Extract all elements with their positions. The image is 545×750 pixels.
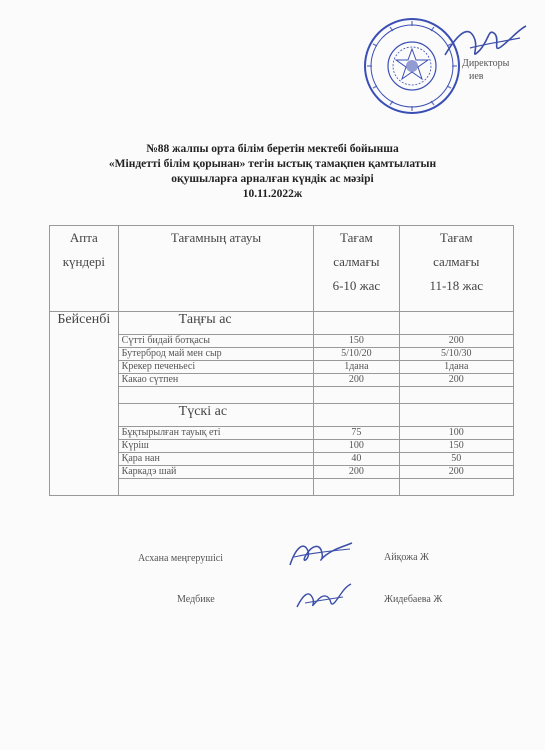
document-title <box>30 142 515 202</box>
table-row-empty <box>50 387 514 404</box>
header-weight-6-10: Тағам салмағы 6-10 жас <box>314 226 399 312</box>
title-line: «Міндетті білім қорынан» тегін ыстық тамақпен қамтылатын <box>108 158 437 170</box>
nurse-name: Жидебаева Ж <box>384 594 443 605</box>
breakfast-label: Таңғы ас <box>118 312 314 335</box>
cook-signature <box>286 537 356 572</box>
menu-table <box>49 225 514 496</box>
table-row: Каркадэ шай 200 200 <box>50 466 514 479</box>
header-dish-name: Тағамның атауы <box>118 226 314 312</box>
header-day: Апта күндері <box>50 226 119 312</box>
table-row: Күріш 100 150 <box>50 440 514 453</box>
cook-name: Айқожа Ж <box>384 552 429 563</box>
approval-line-2: иев <box>469 71 484 82</box>
breakfast-header-row <box>50 312 514 335</box>
title-date: 10.11.2022ж <box>242 188 303 200</box>
table-row: Какао сүтпен 200 200 <box>50 374 514 387</box>
lunch-label: Түскі ас <box>118 404 314 427</box>
approval-line-1: Директоры <box>462 58 510 69</box>
table-row: Бутерброд май мен сыр 5/10/20 5/10/30 <box>50 348 514 361</box>
nurse-role-label: Медбике <box>177 594 215 605</box>
lunch-header-row <box>50 404 514 427</box>
title-line: №88 жалпы орта білім беретін мектебі бойынша <box>146 143 399 155</box>
table-row: Крекер печеньесі 1дана 1дана <box>50 361 514 374</box>
cook-role-label: Асхана меңгерушісі <box>138 553 223 564</box>
day-cell: Бейсенбі <box>50 312 119 496</box>
table-row: Қара нан 40 50 <box>50 453 514 466</box>
nurse-signature <box>293 581 353 616</box>
title-line: оқушыларға арналған күндік ас мәзірі <box>171 173 374 185</box>
table-header-row <box>50 226 514 312</box>
table-row: Сүтті бидай ботқасы 150 200 <box>50 335 514 348</box>
header-weight-11-18: Тағам салмағы 11-18 жас <box>399 226 513 312</box>
table-row-empty <box>50 479 514 496</box>
table-row: Бұқтырылған тауық еті 75 100 <box>50 427 514 440</box>
